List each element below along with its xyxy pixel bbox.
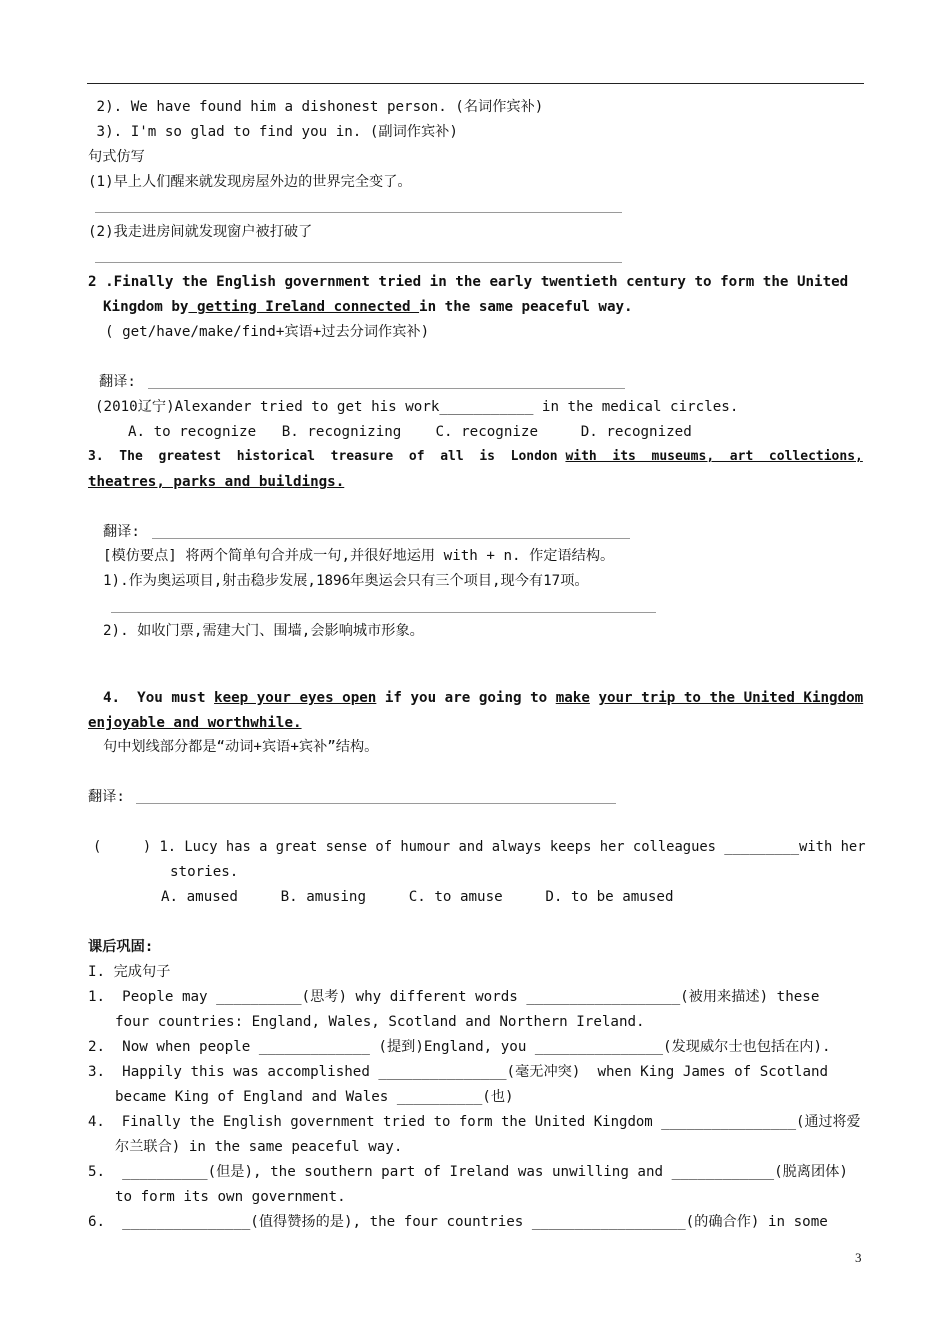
section-heading-imitation: 句式仿写 (88, 149, 145, 165)
sentence-4-text-mid: if you are going to (376, 690, 556, 706)
answer-blank[interactable] (95, 212, 622, 213)
complete-sentence-3-cont: became King of England and Wales __________(也) (115, 1089, 514, 1105)
sentence-4-underlined-1: keep your eyes open (214, 690, 377, 706)
complete-sentence-4-cont: 尔兰联合) in the same peaceful way. (115, 1139, 403, 1155)
example-line-3: 3). I'm so glad to find you in. (副词作宾补) (88, 124, 458, 140)
complete-sentence-5-cont: to form its own government. (115, 1189, 346, 1205)
complete-sentence-5: 5. __________(但是), the southern part of Ireland was unwilling and ____________(脱离团体) (88, 1164, 848, 1180)
choice-question-1-cont: stories. (170, 864, 239, 880)
translation-label: 翻译: (99, 374, 136, 390)
imitation-item-1: (1)早上人们醒来就发现房屋外边的世界完全变了。 (88, 174, 412, 190)
translation-blank[interactable] (148, 388, 625, 389)
choice-question-1: ( ) 1. Lucy has a great sense of humour and always keeps her colleagues _________with her (93, 839, 866, 855)
answer-blank[interactable] (95, 262, 622, 263)
complete-sentence-1: 1. People may __________(思考) why different words __________________(被用来描述) these (88, 989, 820, 1005)
section-i-heading: I. 完成句子 (88, 964, 171, 980)
complete-sentence-4: 4. Finally the English government tried to form the United Kingdom ________________(通过将爱 (88, 1114, 861, 1130)
sentence-2-line-2 (103, 297, 633, 317)
page-number: 3 (855, 1250, 862, 1265)
complete-sentence-3: 3. Happily this was accomplished _______________(毫无冲突) when King James of Scotland (88, 1064, 829, 1080)
translation-blank[interactable] (136, 803, 616, 804)
imitation-tip-item-2: 2). 如收门票,需建大门、围墙,会影响城市形象。 (103, 623, 424, 639)
complete-sentence-1-cont: four countries: England, Wales, Scotland and Northern Ireland. (115, 1014, 645, 1030)
example-line-2: 2). We have found him a dishonest person. (名词作宾补) (88, 99, 544, 115)
translation-label: 翻译: (103, 524, 140, 540)
sentence-4-note: 句中划线部分都是“动词+宾语+宾补”结构。 (103, 739, 379, 755)
imitation-item-2: (2)我走进房间就发现窗户被打破了 (88, 224, 313, 240)
sentence-4-line-1 (103, 688, 863, 708)
choice-question-1-options: A. amused B. amusing C. to amuse D. to be amused (161, 889, 674, 905)
sentence-2-line-1: 2 .Finally the English government tried in the early twentieth century to form the United (88, 274, 849, 290)
translation-label: 翻译: (88, 789, 125, 805)
sentence-2-text-end: in the same peaceful way. (419, 299, 633, 315)
sentence-4-underlined-2: make (555, 690, 590, 706)
imitation-tip: [模仿要点] 将两个简单句合并成一句,并很好地运用 with + n. 作定语结构。 (103, 548, 615, 564)
header-rule (87, 83, 864, 84)
answer-blank[interactable] (111, 612, 656, 613)
complete-sentence-2: 2. Now when people _____________ (提到)England, you _______________(发现威尔士也包括在内). (88, 1039, 831, 1055)
sentence-3-line-2: theatres, parks and buildings. (88, 474, 345, 490)
imitation-tip-item-1: 1).作为奥运项目,射击稳步发展,1896年奥运会只有三个项目,现今有17项。 (103, 573, 589, 589)
sentence-4-text: 4. You must (103, 690, 215, 706)
exam-options: A. to recognize B. recognizing C. recognize D. recognized (128, 424, 692, 440)
sentence-3-text: 3. The greatest historical treasure of all is London (88, 449, 566, 464)
sentence-2-underlined: getting Ireland connected (188, 299, 420, 315)
sentence-3-underlined: with its museums, art collections, (565, 449, 863, 464)
translation-blank[interactable] (152, 538, 630, 539)
after-class-title: 课后巩固: (88, 939, 154, 955)
sentence-4-underlined-3: your trip to the United Kingdom (598, 690, 864, 706)
complete-sentence-6: 6. _______________(值得赞扬的是), the four countries __________________(的确合作) in some (88, 1214, 828, 1230)
sentence-3-line-1 (88, 447, 863, 467)
exam-question-2010: (2010辽宁)Alexander tried to get his work___________ in the medical circles. (95, 399, 739, 415)
sentence-2-note: ( get/have/make/find+宾语+过去分词作宾补) (105, 324, 430, 340)
sentence-4-line-2: enjoyable and worthwhile. (88, 715, 302, 731)
sentence-2-text: Kingdom by (103, 299, 189, 315)
